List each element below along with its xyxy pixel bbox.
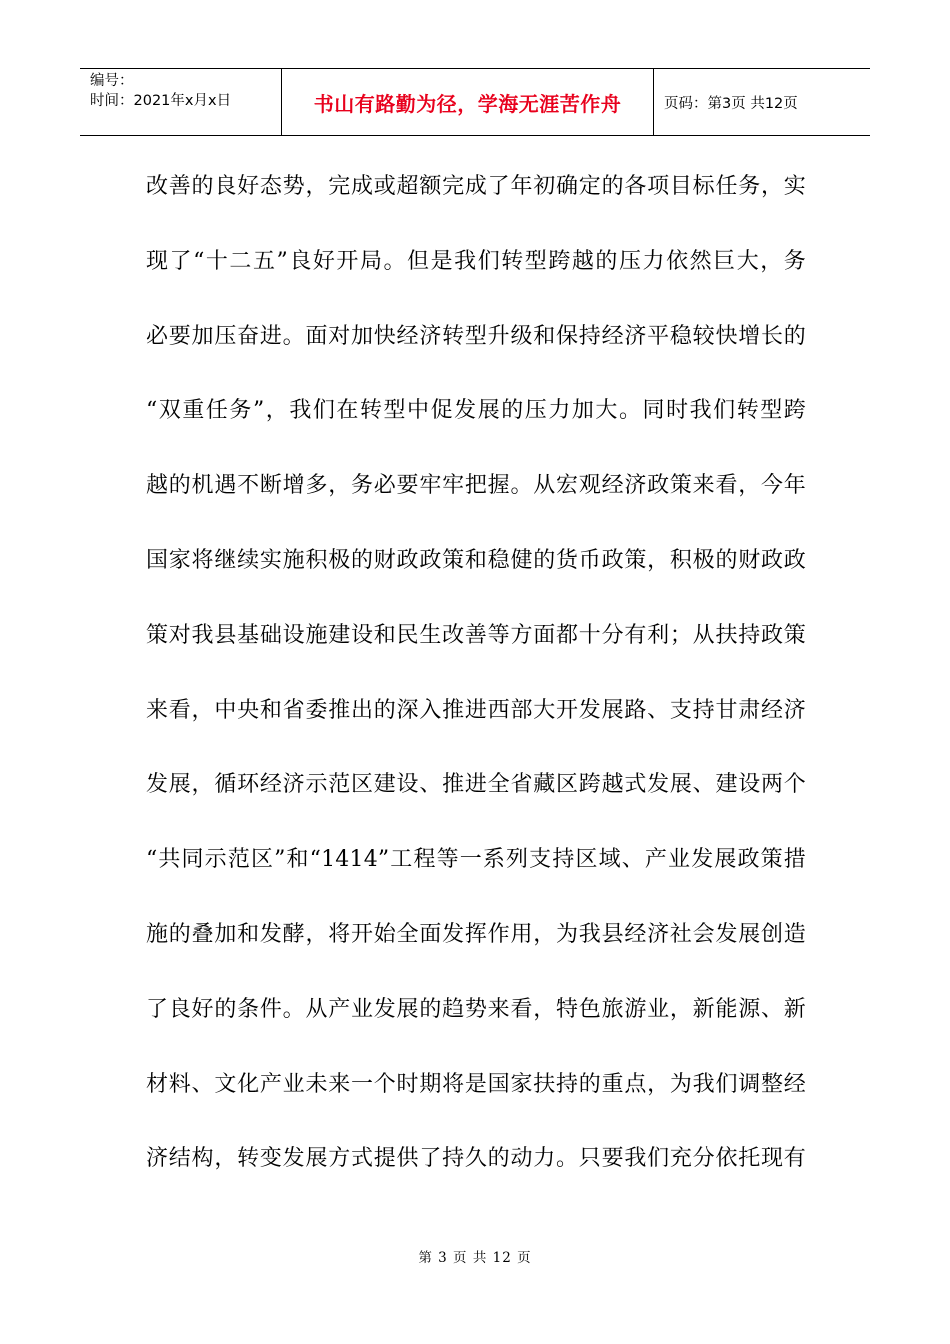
- time-label: 时间：2021年x月x日: [90, 93, 232, 109]
- body-line: 济结构，转变发展方式提供了持久的动力。只要我们充分依托现有: [146, 1146, 806, 1172]
- number-label: 编号：: [90, 73, 134, 89]
- body-line: 改善的良好态势，完成或超额完成了年初确定的各项目标任务，实: [146, 174, 806, 199]
- body-line: “双重任务”，我们在转型中促发展的压力加大。同时我们转型跨: [146, 398, 806, 424]
- page-header: [80, 68, 870, 136]
- body-line: 施的叠加和发酵，将开始全面发挥作用，为我县经济社会发展创造: [146, 921, 806, 947]
- body-line: 国家将继续实施积极的财政政策和稳健的货币政策，积极的财政政: [146, 547, 806, 573]
- body-line: 策对我县基础设施建设和民生改善等方面都十分有利；从扶持政策: [146, 622, 806, 648]
- body-line: 必要加压奋进。面对加快经济转型升级和保持经济平稳较快增长的: [146, 323, 806, 349]
- page-footer: 第 3 页 共 12 页: [418, 1250, 532, 1266]
- header-meta: [80, 69, 282, 135]
- body-line: 发展，循环经济示范区建设、推进全省藏区跨越式发展、建设两个: [146, 772, 806, 798]
- body-line: 了良好的条件。从产业发展的趋势来看，特色旅游业，新能源、新: [146, 996, 806, 1022]
- body-line: 材料、文化产业未来一个时期将是国家扶持的重点，为我们调整经: [146, 1071, 806, 1097]
- body-line: 越的机遇不断增多，务必要牢牢把握。从宏观经济政策来看，今年: [146, 473, 806, 499]
- body-line: 来看，中央和省委推出的深入推进西部大开发展路、支持甘肃经济: [146, 697, 806, 723]
- body-line: “共同示范区”和“1414”工程等一系列支持区域、产业发展政策措: [146, 847, 806, 873]
- document-body: [146, 150, 806, 1197]
- header-motto: 书山有路勤为径，学海无涯苦作舟: [282, 69, 654, 135]
- body-line: 现了“十二五”良好开局。但是我们转型跨越的压力依然巨大，务: [146, 248, 806, 274]
- header-page-number: 页码：第3页 共12页: [664, 95, 798, 112]
